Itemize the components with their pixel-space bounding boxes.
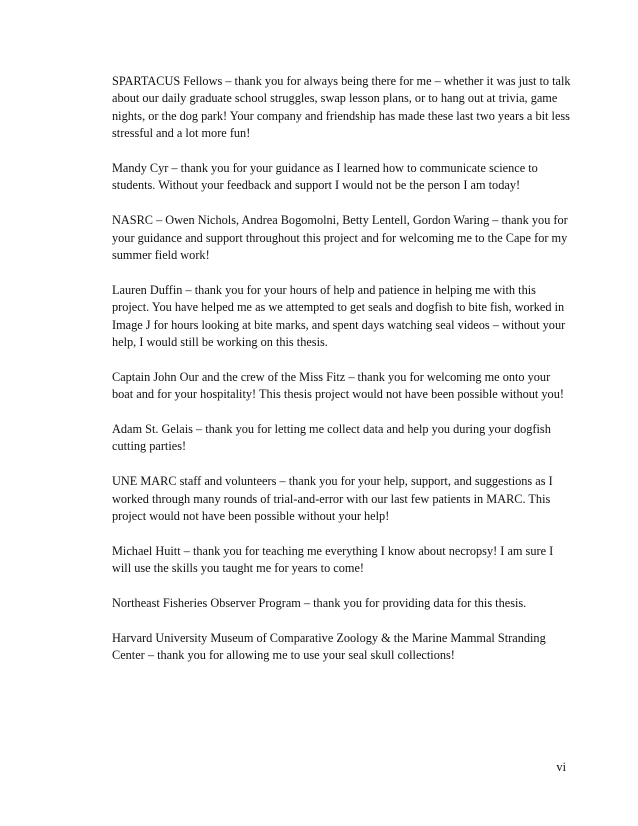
paragraph-nasrc: NASRC – Owen Nichols, Andrea Bogomolni, Betty Lentell, Gordon Waring – thank you for your guidance and support throughout this project and for welcoming me to the Cape for my summer field work! [112,213,568,263]
paragraph-spartacus-fellows: SPARTACUS Fellows – thank you for always being there for me – whether it was just to talk about our daily graduate school struggles, swap lesson plans, or to hang out at trivia, game nights, or the dog park! Your company and friendship has made these last two years a bit less stressful and a lot more fun! [112,74,571,141]
paragraph-mandy-cyr: Mandy Cyr – thank you for your guidance as I learned how to communicate science to students. Without your feedback and support I would not be the person I am today! [112,161,538,193]
paragraph-harvard-museum: Harvard University Museum of Comparative Zoology & the Marine Mammal Stranding Center – thank you for allowing me to use your seal skull collections! [112,630,546,663]
paragraph-une-marc: UNE MARC staff and volunteers – thank you for your help, support, and suggestions as I worked through many rounds of trial-and-error with our last few patients in MARC. This project would not have been possible without your help! [112,474,553,524]
paragraph-captain-john-our: Captain John Our and the crew of the Miss Fitz – thank you for welcoming me onto your boat and for your hospitality! This thesis project would not have been possible without you! [112,369,564,402]
page-number: vi [556,760,566,774]
acknowledgements-body [112,73,574,682]
paragraph-adam-st-gelais: Adam St. Gelais – thank you for letting me collect data and help you during your dogfish cutting parties! [112,422,551,454]
paragraph-lauren-duffin: Lauren Duffin – thank you for your hours of help and patience in helping me with this project. You have helped me as we attempted to get seals and dogfish to bite fish, worked in Image J for hours looking at bite marks, and spent days watching seal videos – without your help, I would still be working on this thesis. [112,282,566,350]
paragraph-nefop: Northeast Fisheries Observer Program – thank you for providing data for this thesis. [112,596,527,611]
paragraph-michael-huitt: Michael Huitt – thank you for teaching me everything I know about necropsy! I am sure I will use the skills you taught me for years to come! [112,543,554,576]
